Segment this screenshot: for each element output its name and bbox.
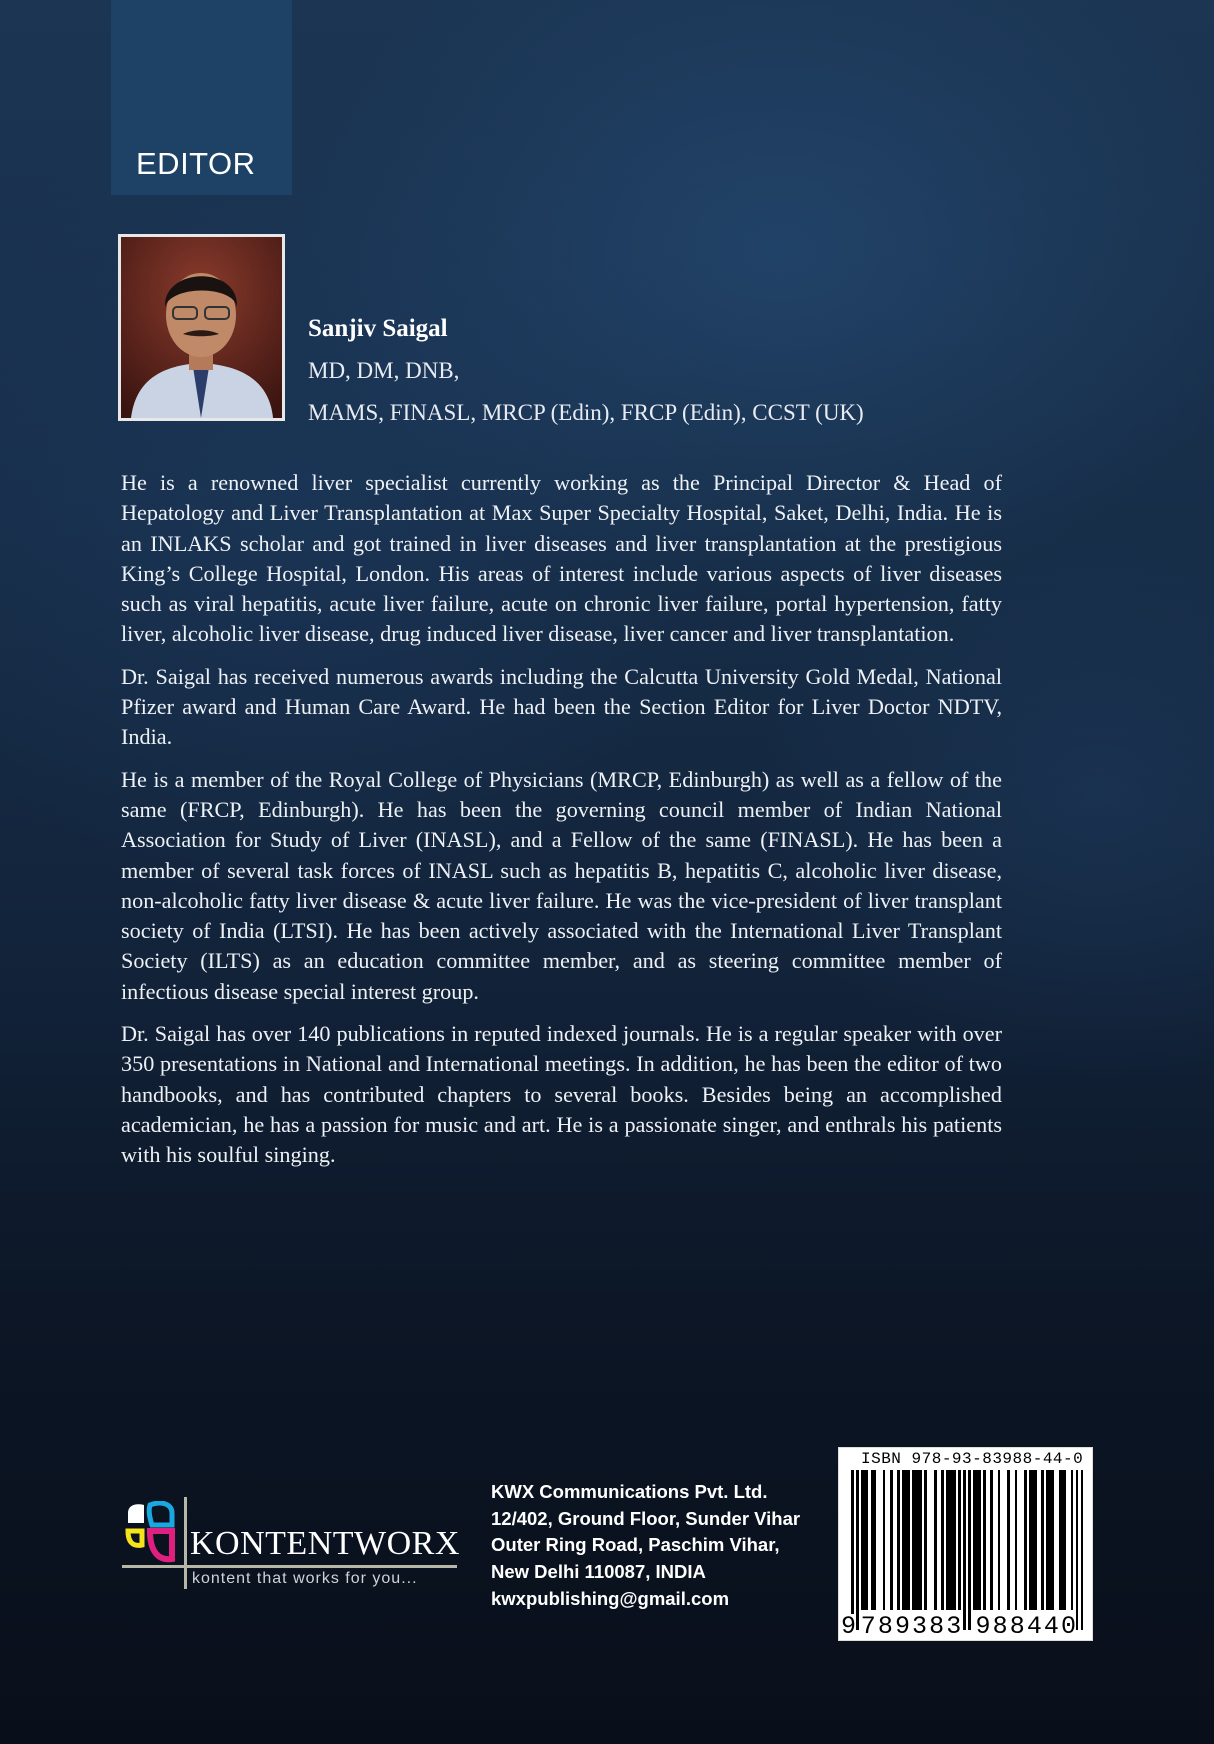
barcode-bar: [963, 1470, 966, 1630]
barcode-bar: [990, 1470, 993, 1610]
editor-degrees-line1: MD, DM, DNB,: [308, 358, 460, 383]
logo-divider-horizontal: [122, 1565, 457, 1568]
editor-section-tab: [111, 0, 292, 195]
bio-paragraph: He is a member of the Royal College of Physicians (MRCP, Edinburgh) as well as a fellow of the same (FRCP, Edinburgh). He has been the governing council member of Indian National Association for Study of Liver (INASL), and a Fellow of the same (FINASL). He has been a member of several task forces of INASL such as hepatitis B, hepatitis C, alcoholic liver disease, non-alcoholic fatty liver disease & acute liver failure. He was the vice-president of liver transplant society of India (LTSI). He has been actively associated with the International Liver Transplant Society (ILTS) as an education committee member, and as steering committee member of infectious disease special interest group.: [121, 766, 1002, 1004]
barcode-bar: [883, 1470, 886, 1610]
editor-name: Sanjiv Saigal: [308, 315, 448, 342]
barcode-bar: [1076, 1470, 1079, 1630]
address-line: 12/402, Ground Floor, Sunder Vihar: [491, 1507, 801, 1529]
barcode-digit: 8: [992, 1612, 1008, 1641]
barcode-bar: [1063, 1470, 1066, 1610]
barcode-bar: [1015, 1470, 1018, 1610]
publisher-address: [491, 1479, 800, 1613]
address-line: New Delhi 110087, INDIA: [491, 1561, 706, 1583]
barcode-digit: 8: [1009, 1612, 1025, 1641]
bio-paragraph: He is a renowned liver specialist currently working as the Principal Director & Head of Hepatology and Liver Transplantation at Max Super Specialty Hospital, Saket, Delhi, India. He is an INLAKS scholar and got trained in liver diseases and liver transplantation at the prestigious King’s College Hospital, London. His areas of interest include various aspects of liver diseases such as viral hepatitis, acute liver failure, acute on chronic liver failure, portal hypertension, fatty liver, alcoholic liver disease, drug induced liver disease, liver cancer and liver transplantation.: [121, 470, 1002, 647]
barcode-bar: [1041, 1470, 1044, 1610]
publisher-logo: [122, 1495, 462, 1595]
editor-biography: [121, 468, 1002, 1183]
barcode-bar: [1051, 1470, 1054, 1610]
barcode-digit: 3: [912, 1612, 928, 1641]
logo-petals-icon: [124, 1501, 178, 1563]
barcode-bar: [983, 1470, 986, 1610]
logo-wordmark: KONTENTWORX: [190, 1525, 460, 1562]
bio-paragraph: Dr. Saigal has over 140 publications in reputed indexed journals. He is a regular speaker with over 350 presentations in National and International meetings. In addition, he has been the editor of two handbooks, and has contributed chapters to several books. Besides being an accomplished academician, he has a passion for music and art. He is a passionate singer, and enthrals his patients with his soulful singing.: [121, 1021, 1002, 1168]
barcode-digit: 0: [1061, 1612, 1077, 1641]
barcode-bar: [866, 1470, 869, 1610]
barcode-bars: [851, 1470, 1083, 1630]
barcode-bar: [919, 1470, 922, 1610]
barcode-bar: [978, 1470, 981, 1610]
barcode-bar: [1081, 1470, 1084, 1630]
barcode-bar: [1034, 1470, 1037, 1610]
barcode-digit: 8: [929, 1612, 945, 1641]
barcode-bar: [1024, 1470, 1027, 1610]
barcode-digit: 3: [946, 1612, 962, 1641]
barcode-digit: 4: [1043, 1612, 1059, 1641]
barcode-bar: [897, 1470, 900, 1610]
barcode-bar: [1071, 1470, 1074, 1610]
barcode-digit: 7: [860, 1612, 876, 1641]
bio-paragraph: Dr. Saigal has received numerous awards including the Calcutta University Gold Medal, National Pfizer award and Human Care Award. He had been the Section Editor for Liver Doctor NDTV, India.: [121, 663, 1002, 750]
barcode-bar: [856, 1470, 859, 1630]
barcode-bar: [873, 1470, 876, 1610]
barcode-bar: [934, 1470, 937, 1610]
isbn-barcode: [838, 1447, 1093, 1641]
barcode-bar: [924, 1470, 927, 1610]
publisher-email: kwxpublishing@gmail.com: [491, 1587, 730, 1609]
barcode-digit: 9: [841, 1612, 857, 1641]
barcode-bar: [958, 1470, 961, 1610]
publisher-company: KWX Communications Pvt. Ltd.: [491, 1481, 768, 1502]
barcode-digit: 4: [1026, 1612, 1042, 1641]
barcode-digit: 9: [975, 1612, 991, 1641]
editor-degrees-line2: MAMS, FINASL, MRCP (Edin), FRCP (Edin), CCST (UK): [308, 400, 864, 425]
barcode-bar: [851, 1470, 854, 1630]
barcode-digit: 9: [894, 1612, 910, 1641]
barcode-digit: 8: [877, 1612, 893, 1641]
section-label: EDITOR: [136, 146, 256, 181]
barcode-bar: [968, 1470, 971, 1630]
editor-photo: [118, 234, 285, 421]
barcode-bar: [954, 1470, 957, 1610]
barcode-digits: [839, 1614, 1092, 1640]
barcode-bar: [941, 1470, 944, 1610]
barcode-bar: [1007, 1470, 1010, 1610]
logo-tagline: kontent that works for you...: [192, 1570, 418, 1587]
barcode-bar: [890, 1470, 893, 1610]
address-line: Outer Ring Road, Paschim Vihar,: [491, 1534, 780, 1556]
logo-divider-vertical: [184, 1497, 187, 1589]
barcode-bar: [907, 1470, 910, 1610]
barcode-bar: [998, 1470, 1001, 1610]
isbn-label: ISBN 978-93-83988-44-0: [861, 1450, 1084, 1468]
